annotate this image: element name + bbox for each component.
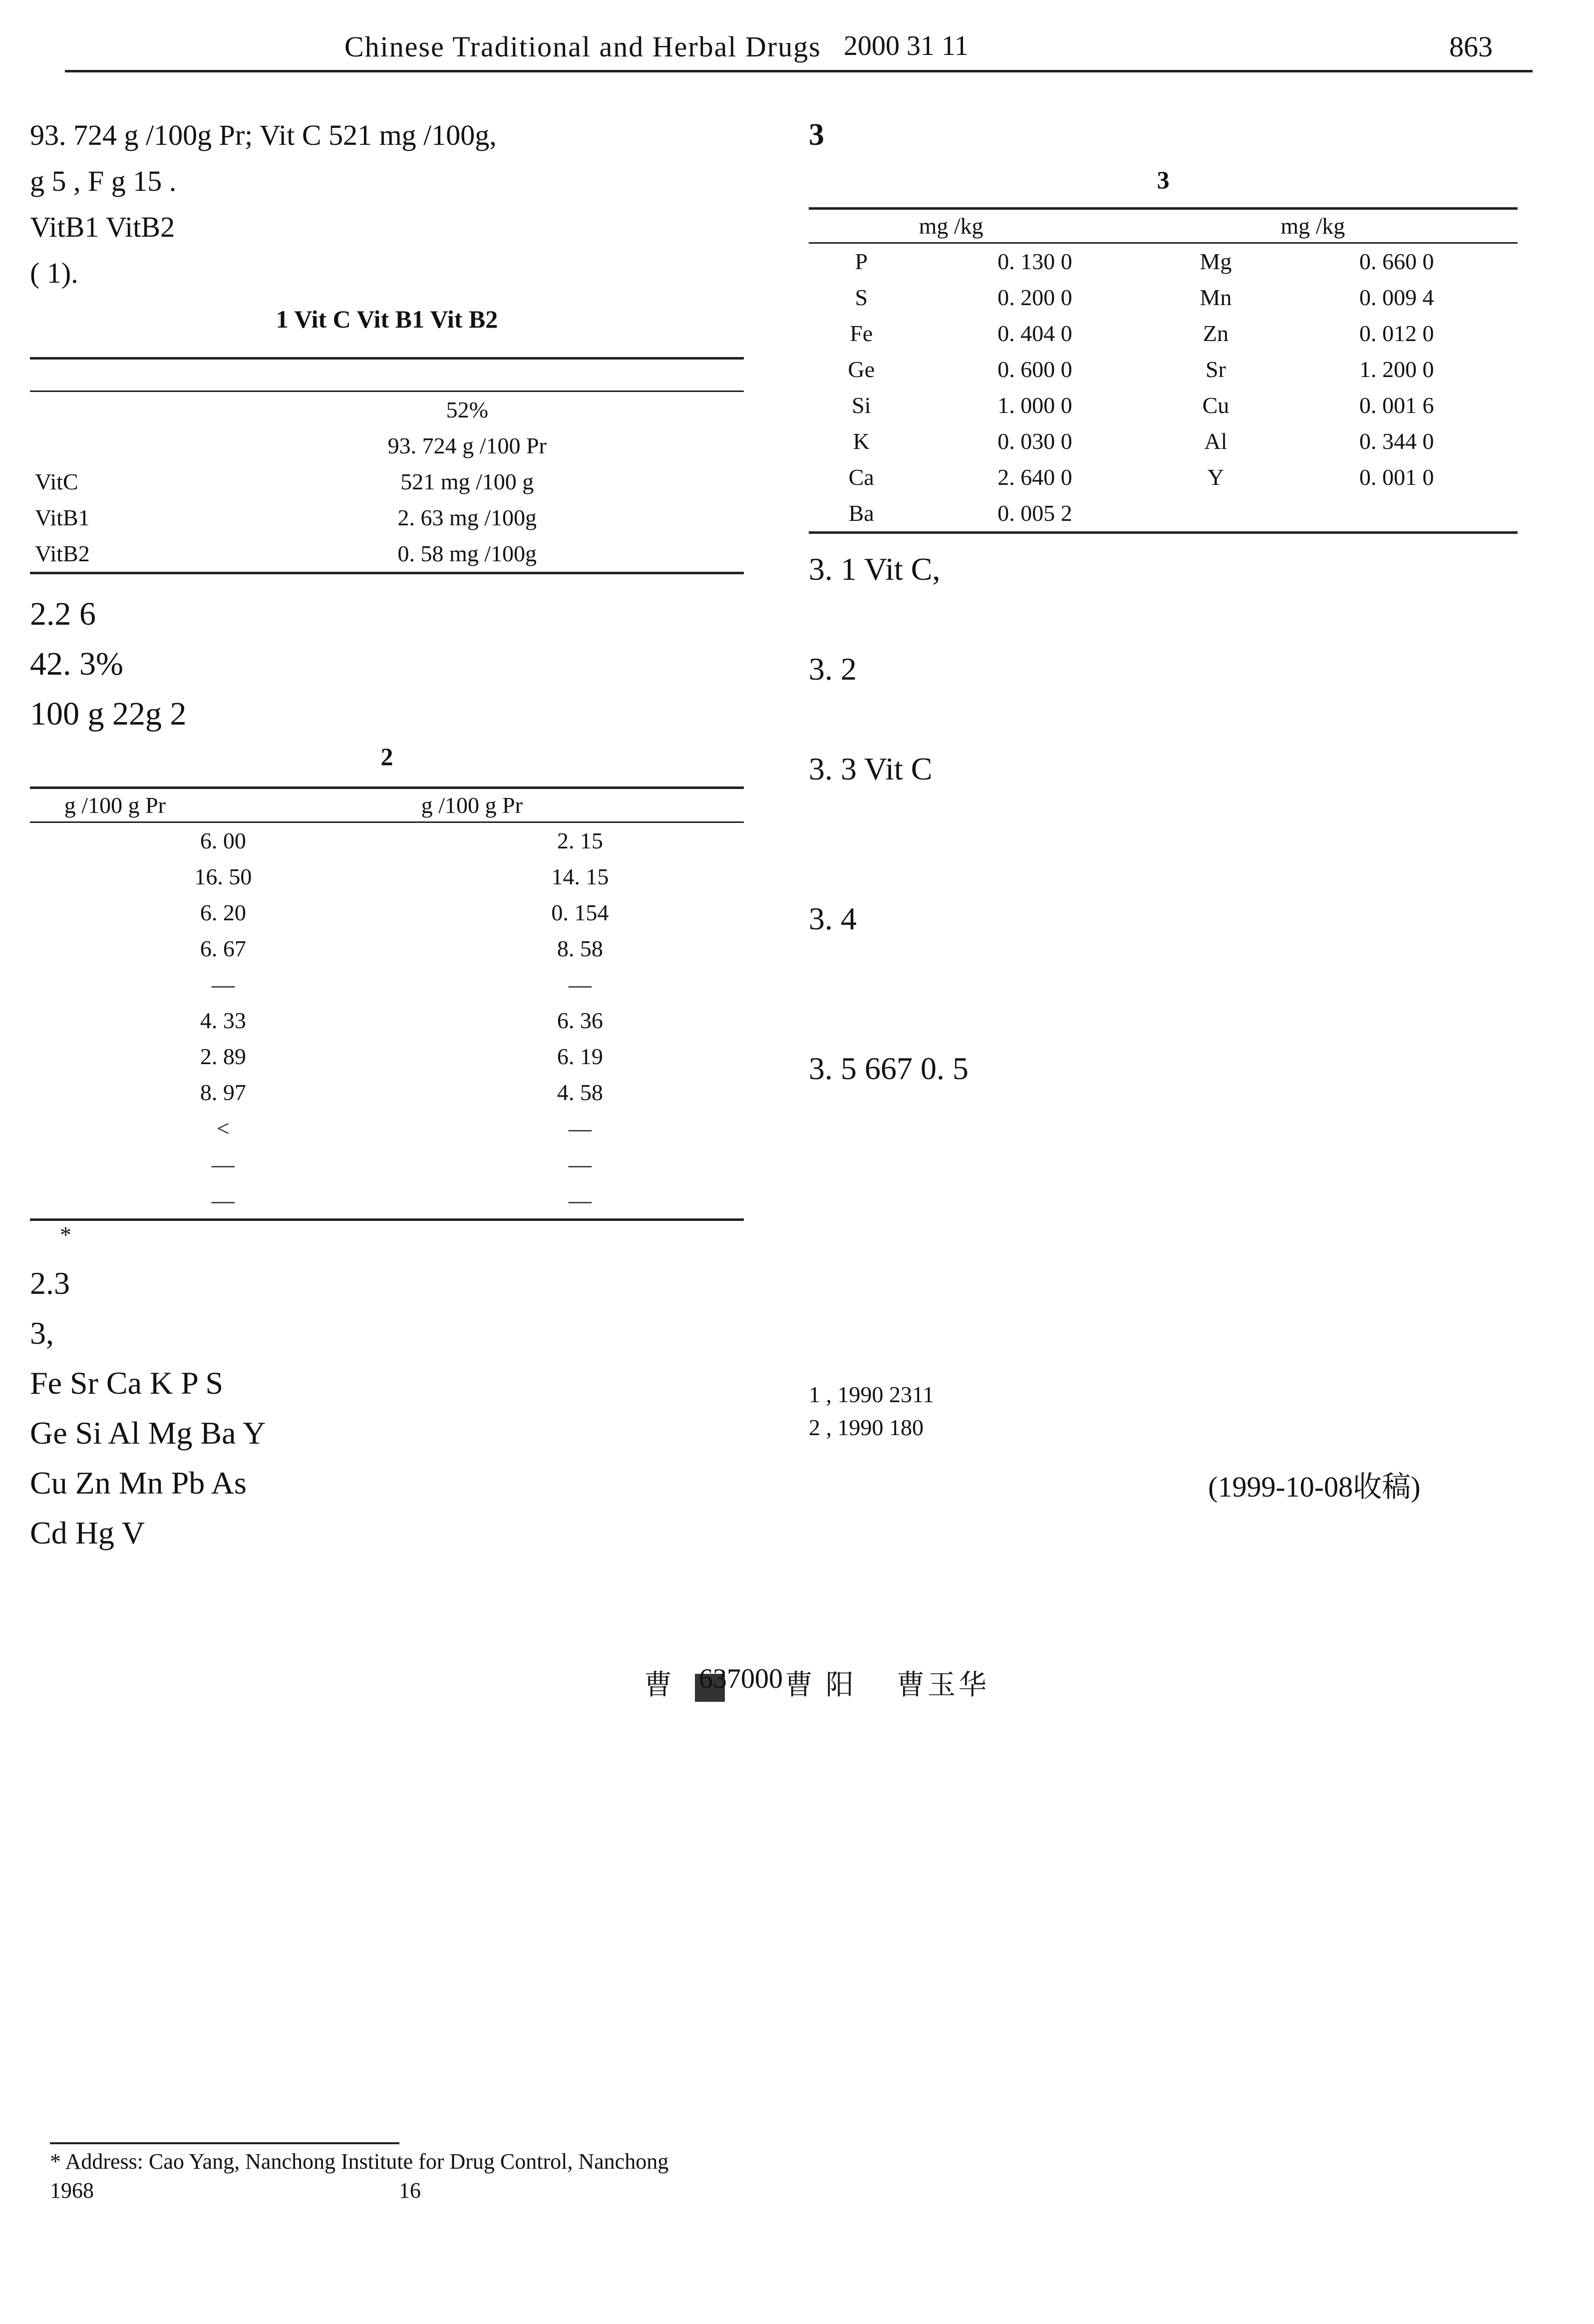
table-row: 6. 20 0. 154 xyxy=(200,900,609,925)
para-line: Cu Zn Mn Pb As xyxy=(30,1465,247,1501)
reference-item: 1 , 1990 2311 xyxy=(809,1382,935,1407)
para-line: 3. 2 xyxy=(809,651,857,687)
table-row: Ba 0. 005 2 xyxy=(848,500,1072,526)
table-row: 2. 89 6. 19 xyxy=(200,1044,603,1069)
table-row: Si 1. 000 0 Cu 0. 001 6 xyxy=(852,392,1434,418)
table1-caption: 1 Vit C Vit B1 Vit B2 xyxy=(276,305,498,333)
para-line: 2.3 xyxy=(30,1265,70,1301)
para-line: 3. 1 Vit C, xyxy=(809,551,941,587)
para-line: ( 1). xyxy=(30,257,78,289)
author-1: 曹 xyxy=(644,1670,675,1701)
section-3-title: 3 xyxy=(809,118,824,152)
table-row: — — xyxy=(211,972,592,997)
table-row: Ca 2. 640 0 Y 0. 001 0 xyxy=(848,464,1434,490)
table-row: 8. 97 4. 58 xyxy=(200,1080,603,1105)
journal-issue: 2000 31 11 xyxy=(844,30,968,61)
para-line: 3. 5 667 0. 5 xyxy=(809,1051,968,1086)
references xyxy=(809,1378,1518,1444)
author-3: 曹玉华 xyxy=(897,1670,989,1701)
table-2: g /100 g Pr g /100 g Pr 6. 00 2. 15 16. 50 14. 15 6. 20 0. 154 6. 67 8. 58 — — 4. 33 6. 36 2. 89 6. 19 8. 97 4. 58 < — — — — — xyxy=(30,786,744,1221)
table-row: VitC 521 mg /100 g xyxy=(35,469,534,494)
table-row: 6. 67 8. 58 xyxy=(200,936,603,961)
table-row: 93. 724 g /100 Pr xyxy=(387,433,547,458)
table-row: — — xyxy=(211,1187,592,1213)
table2-caption: 2 xyxy=(380,743,393,771)
para-line: 3, xyxy=(30,1315,54,1351)
table-row: Ge 0. 600 0 Sr 1. 200 0 xyxy=(848,357,1434,382)
para-line: Cd Hg V xyxy=(30,1515,145,1550)
footnote-num: 16 xyxy=(399,2178,421,2203)
page-header xyxy=(65,30,1533,72)
article2-abstract xyxy=(75,1768,1523,1920)
para-line: Ge Si Al Mg Ba Y xyxy=(30,1415,266,1451)
footnote xyxy=(50,2147,1528,2205)
table-row: 4. 33 6. 36 xyxy=(200,1008,603,1033)
para-line: Fe Sr Ca K P S xyxy=(30,1365,224,1401)
para-line: VitB1 VitB2 xyxy=(30,211,175,243)
table-3: mg /kg mg /kg P 0. 130 0 Mg 0. 660 0 S 0. 200 0 Mn 0. 009 4 Fe 0. 404 0 Zn 0. 012 0 Ge 0. 600 0 Sr 1. 200 0 Si 1. 000 0 Cu 0. 001 6 K 0. 030 0 Al 0. 344 0 Ca 2. 640 0 Y 0. 001 0 Ba 0. 005 2 xyxy=(809,207,1518,534)
section-2-3 xyxy=(30,1258,744,1558)
table-row: K 0. 030 0 Al 0. 344 0 xyxy=(853,428,1434,454)
section-2-2 xyxy=(30,589,744,774)
footnote-year: 1968 xyxy=(50,2178,94,2203)
table-row: VitB1 2. 63 mg /100g xyxy=(35,505,537,530)
para-line: 42. 3% xyxy=(30,646,123,682)
table-1 xyxy=(30,357,744,574)
para-line: 3. 4 xyxy=(809,901,857,936)
table2-note: * xyxy=(60,1222,71,1247)
postcode: 637000 xyxy=(699,1663,783,1694)
para-line: 2.2 6 xyxy=(30,596,96,632)
para-line: 93. 724 g /100g Pr; Vit C 521 mg /100g, xyxy=(30,119,497,151)
table-row: 16. 50 14. 15 xyxy=(194,864,609,889)
journal-name: Chinese Traditional and Herbal Drugs xyxy=(344,30,821,63)
table-row: 6. 00 2. 15 xyxy=(200,828,603,853)
right-column xyxy=(809,112,1518,202)
left-column xyxy=(30,112,744,342)
footnote-rule xyxy=(50,2142,399,2144)
table-row: < — xyxy=(216,1116,592,1141)
para-line: g 5 , F g 15 . xyxy=(30,165,177,197)
table3-caption: 3 xyxy=(1157,166,1170,194)
para-line: 100 g 22g 2 xyxy=(30,696,187,732)
article2-authors xyxy=(644,1663,989,1703)
footnote-address: * Address: Cao Yang, Nanchong Institute for Drug Control, Nanchong xyxy=(50,2149,669,2174)
table-row: Fe 0. 404 0 Zn 0. 012 0 xyxy=(850,321,1434,346)
author-2: 曹 阳 xyxy=(785,1670,857,1701)
reference-item: 2 , 1990 180 xyxy=(809,1415,924,1440)
article2-title xyxy=(300,1593,1048,1638)
table-row: S 0. 200 0 Mn 0. 009 4 xyxy=(855,285,1434,310)
section-3-paras xyxy=(809,544,1518,1094)
received-date: (1999-10-08收稿) xyxy=(1208,1471,1421,1503)
table-row: VitB2 0. 58 mg /100g xyxy=(35,541,537,566)
table-row: P 0. 130 0 Mg 0. 660 0 xyxy=(855,249,1434,274)
table-row: 52% xyxy=(446,397,488,422)
para-line: 3. 3 Vit C xyxy=(809,751,933,786)
table-row: — — xyxy=(211,1152,592,1177)
page-number: 863 xyxy=(1449,30,1493,63)
